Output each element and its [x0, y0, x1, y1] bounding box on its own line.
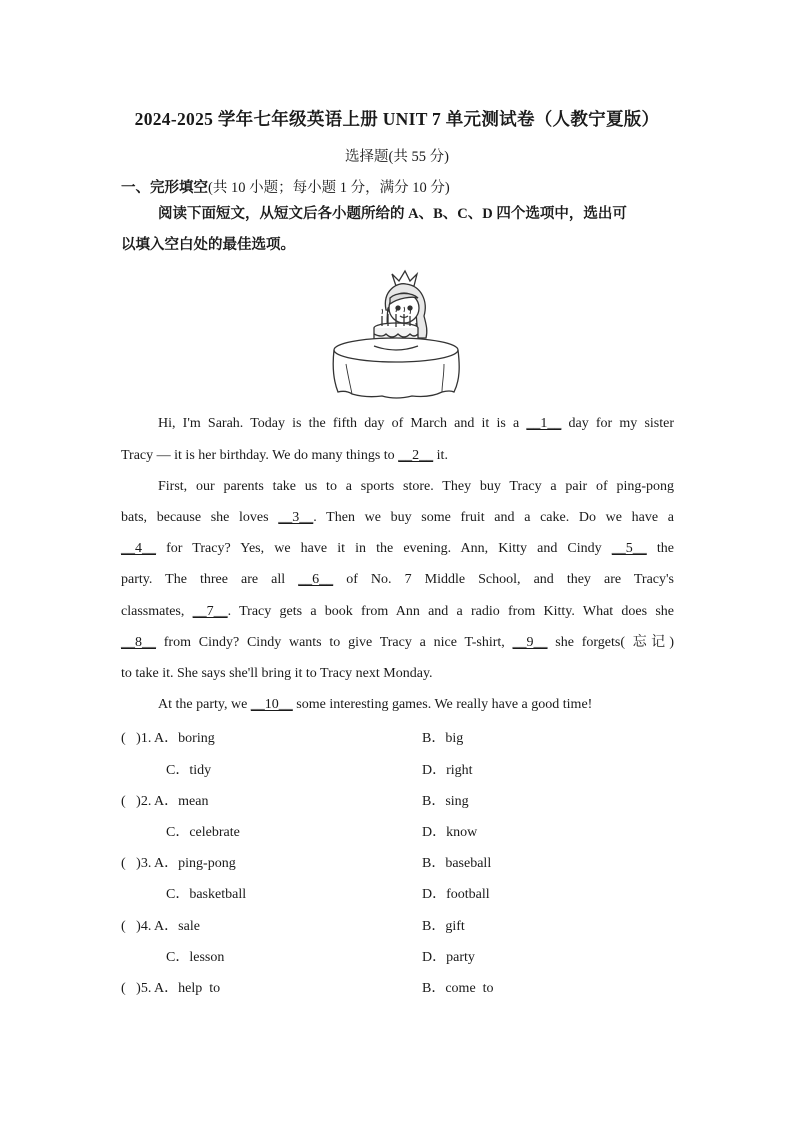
passage-line: Hi, I'm Sarah. Today is the fifth day of March and it is a __1__ day for my sister [121, 408, 674, 439]
question-2-option-b: B．sing [422, 794, 469, 809]
question-5-option-b: B．come to [422, 981, 494, 996]
option-a: ping-pong [178, 856, 236, 871]
blank-4: __4__ [121, 541, 156, 556]
question-3-stem: ( )3. A．ping-pong [121, 856, 236, 871]
option-a: help to [178, 981, 221, 996]
passage-line: bats, because she loves __3__. Then we buy some fruit and a cake. Do we have a [121, 502, 674, 533]
blank-2: __2__ [398, 448, 434, 463]
blank-3: __3__ [278, 510, 314, 525]
question-3-option-b: B．baseball [422, 856, 492, 871]
section-heading [121, 176, 450, 197]
blank-5: __5__ [611, 541, 647, 556]
blank-9: __9__ [512, 635, 548, 650]
question-4-option-d: D．party [422, 950, 475, 965]
passage-line: to take it. She says she'll bring it to Tracy next Monday. [121, 666, 433, 681]
option-a: sale [178, 919, 200, 934]
blank-1: __1__ [526, 416, 562, 431]
question-4-option-b: B．gift [422, 919, 465, 934]
section-points: (共 10 小题；每小题 1 分，满分 10 分) [208, 180, 450, 196]
passage-line: At the party, we __10__ some interesting games. We really have a good time! [121, 689, 674, 720]
question-4-stem: ( )4. A．sale [121, 919, 200, 934]
section-heading-label: 一、完形填空 [121, 180, 208, 196]
question-3-option-c: C．basketball [166, 887, 247, 902]
question-5-stem: ( )5. A．help to [121, 981, 221, 996]
passage-line: Tracy — it is her birthday. We do many things to __2__ it. [121, 440, 674, 471]
question-2-stem: ( )2. A．mean [121, 794, 209, 809]
blank-7: __7__ [192, 604, 228, 619]
instruction-line-1 [121, 199, 674, 230]
question-2-option-c: C．celebrate [166, 825, 240, 840]
passage-line: __4__ for Tracy? Yes, we have it in the evening. Ann, Kitty and Cindy __5__ the [121, 533, 674, 564]
option-a: boring [178, 731, 215, 746]
instruction-line-2: 以填入空白处的最佳选项。 [121, 237, 295, 253]
passage-line: First, our parents take us to a sports store. They buy Tracy a pair of ping-pong [158, 479, 674, 494]
page-title: 2024-2025 学年七年级英语上册 UNIT 7 单元测试卷（人教宁夏版） [134, 109, 660, 129]
blank-8: __8__ [121, 635, 156, 650]
question-4-option-c: C．lesson [166, 950, 225, 965]
question-3-option-d: D．football [422, 887, 490, 902]
question-1-option-d: D．right [422, 763, 473, 778]
question-1-option-b: B．big [422, 731, 464, 746]
passage-line: __8__ from Cindy? Cindy wants to give Tracy a nice T-shirt, __9__ she forgets( 忘记) [121, 627, 674, 658]
question-1-stem: ( )1. A．boring [121, 731, 215, 746]
blank-10: __10__ [250, 697, 293, 712]
passage-line: classmates, __7__. Tracy gets a book from Ann and a radio from Kitty. What does she [121, 596, 674, 627]
instruction-text-1: 阅读下面短文，从短文后各小题所给的 A、B、C、D 四个选项中，选出可 [158, 206, 627, 222]
question-2-option-d: D．know [422, 825, 478, 840]
option-a: mean [178, 794, 209, 809]
section-subtitle: 选择题(共 55 分) [345, 149, 449, 165]
girl-birthday-cake-icon [326, 268, 466, 400]
question-1-option-c: C．tidy [166, 763, 212, 778]
passage-line: party. The three are all __6__ of No. 7 Middle School, and they are Tracy's [121, 564, 674, 595]
blank-6: __6__ [298, 572, 334, 587]
